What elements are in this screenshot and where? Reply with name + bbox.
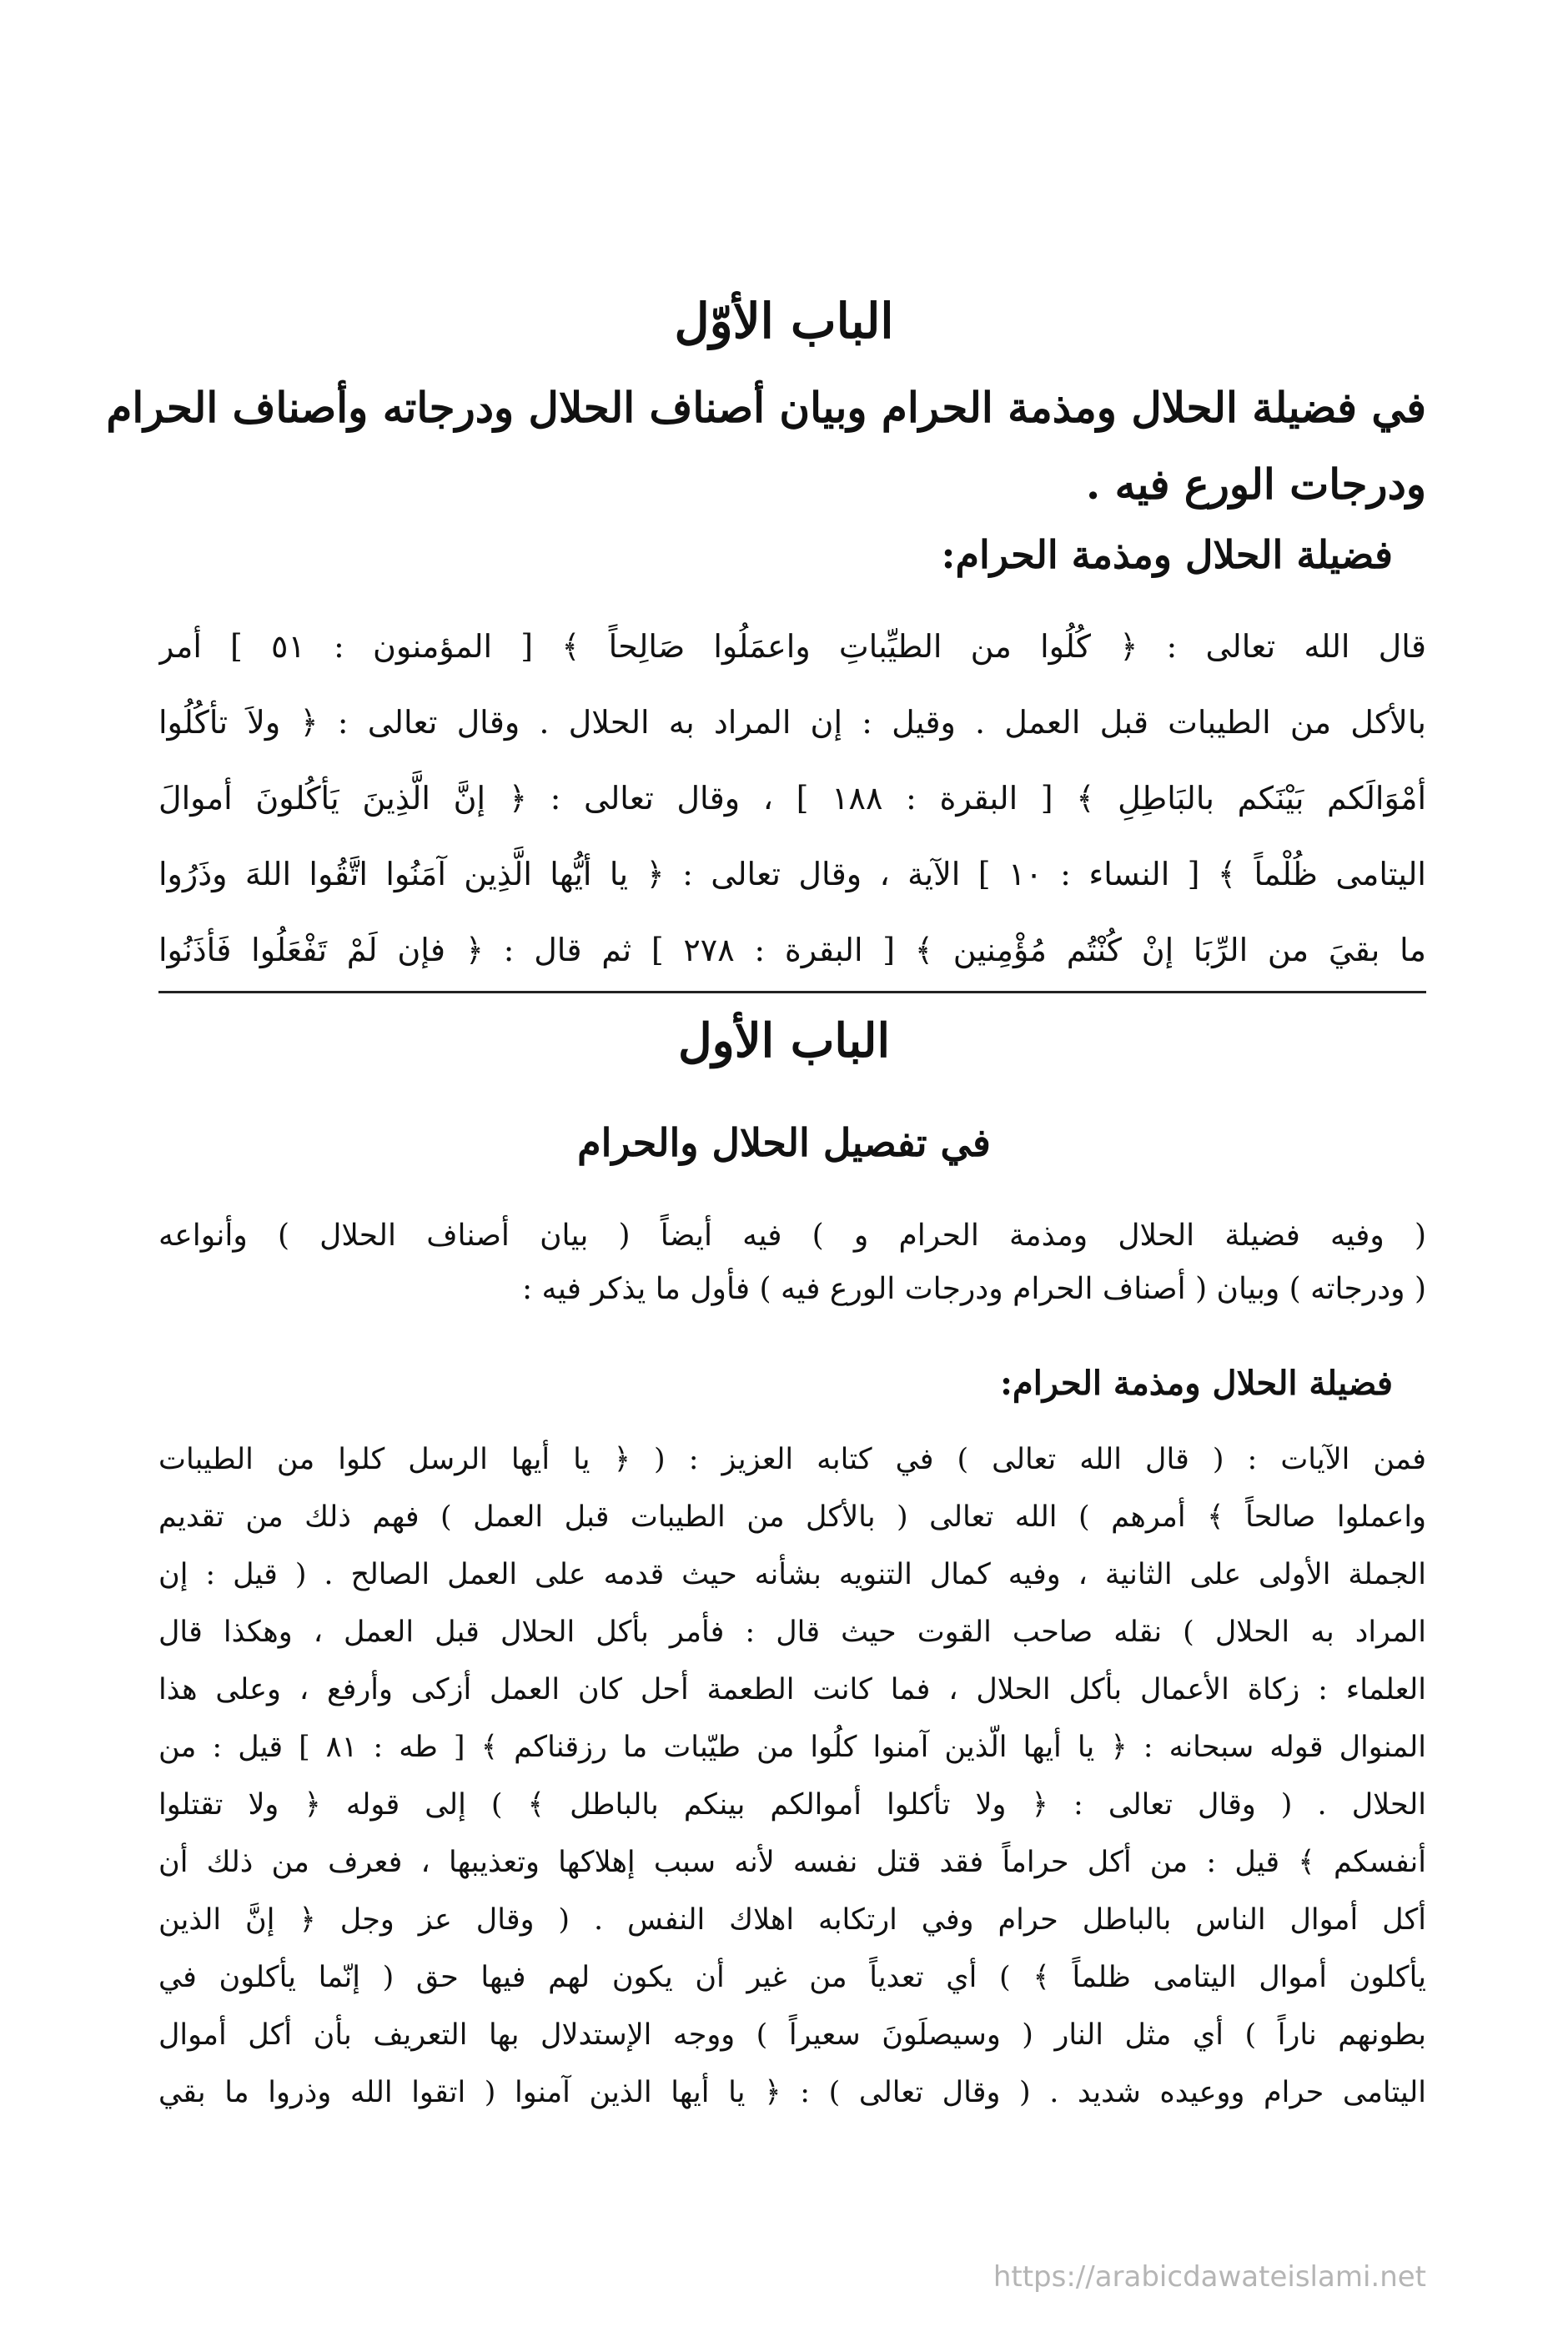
paragraph-line: أمْوَالَكم بَيْنَكم بالبَاطِلِ ﴾ [ البقرة : ١٨٨ ] ، وقال تعالى : ﴿ إنَّ الَّذِينَ يَأكُلونَ أموالَ — [158, 780, 1426, 817]
section-heading-upper: فضيلة الحلال ومذمة الحرام: — [941, 532, 1393, 577]
paragraph-line: واعملوا صالحاً ﴾ أمرهم ) الله تعالى ( بالأكل من الطيبات قبل العمل ) فهم ذلك من تقديم — [158, 1500, 1426, 1534]
chapter-title-upper: الباب الأوّل — [674, 293, 894, 349]
paragraph-line: اليتامى حرام ووعيده شديد . ( وقال تعالى ) : ﴿ يا أيها الذين آمنوا ( اتقوا الله وذروا ما بقي — [158, 2076, 1426, 2109]
intro-line: ( ودرجاته ) وبيان ( أصناف الحرام ودرجات الورع فيه ) فأول ما يذكر فيه : — [521, 1272, 1426, 1306]
paragraph-line: أنفسكم ﴾ قيل : من أكل حراماً فقد قتل نفسه لأنه سبب إهلاكها وتعذيبها ، فعرف من ذلك أن — [158, 1846, 1426, 1879]
chapter-subtitle-upper — [106, 369, 1426, 523]
paragraph-line: بالأكل من الطيبات قبل العمل . وقيل : إن المراد به الحلال . وقال تعالى : ﴿ ولاَ تأكُلُوا — [158, 704, 1426, 741]
paragraph-line: قال الله تعالى : ﴿ كُلُوا من الطيِّباتِ واعمَلُوا صَالِحاً ﴾ [ المؤمنون : ٥١ ] أمر — [158, 628, 1426, 665]
paragraph-line: يأكلون أموال اليتامى ظلماً ﴾ ) أي تعدياً من غير أن يكون لهم فيها حق ( إنّما يأكلون في — [158, 1961, 1426, 1994]
watermark-url: https://arabicdawateislami.net — [993, 2260, 1426, 2294]
paragraph-line: العلماء : زكاة الأعمال بأكل الحلال ، فما كانت الطعمة أحل كان العمل أزكى وأرفع ، وعلى هذا — [158, 1673, 1426, 1706]
paragraph-line: بطونهم ناراً ) أي مثل النار ( وسيصلَونَ سعيراً ) ووجه الإستدلال بها التعريف بأن أكل أموال — [158, 2018, 1426, 2052]
paragraph-line: ما بقيَ من الرِّبَا إنْ كُنْتُم مُؤْمِنين ﴾ [ البقرة : ٢٧٨ ] ثم قال : ﴿ فإن لَمْ تَفْعَلُوا فَأذَنُوا — [158, 932, 1426, 968]
section-heading-lower: فضيلة الحلال ومذمة الحرام: — [1000, 1364, 1393, 1403]
intro-line: ( وفيه فضيلة الحلال ومذمة الحرام و ) فيه أيضاً ( بيان أصناف الحلال ) وأنواعه — [158, 1219, 1426, 1253]
paragraph-line: فمن الآيات : ( قال الله تعالى ) في كتابه العزيز : ( ﴿ يا أيها الرسل كلوا من الطيبات — [158, 1443, 1426, 1476]
paragraph-line: المراد به الحلال ) نقله صاحب القوت حيث قال : فأمر بأكل الحلال قبل العمل ، وهكذا قال — [158, 1616, 1426, 1649]
subtitle-line: في فضيلة الحلال ومذمة الحرام وبيان أصناف الحلال ودرجاته وأصناف الحرام — [106, 383, 1426, 432]
section-divider — [158, 991, 1426, 993]
paragraph-lower — [158, 1431, 1426, 2122]
chapter-subtitle-lower: في تفصيل الحلال والحرام — [577, 1120, 991, 1165]
paragraph-line: أكل أموال الناس بالباطل حرام وفي ارتكابه اهلاك النفس . ( وقال عز وجل ﴿ إنَّ الذين — [158, 1903, 1426, 1937]
paragraph-line: الحلال . ( وقال تعالى : ﴿ ولا تأكلوا أموالكم بينكم بالباطل ﴾ ) إلى قوله ﴿ ولا تقتلوا — [158, 1788, 1426, 1822]
chapter-title-lower: الباب الأول — [677, 1013, 891, 1068]
paragraph-line: المنوال قوله سبحانه : ﴿ يا أيها الّذين آمنوا كلُوا من طيّبات ما رزقناكم ﴾ [ طه : ٨١ ] قيل : من — [158, 1731, 1426, 1764]
paragraph-line: اليتامى ظُلْماً ﴾ [ النساء : ١٠ ] الآية ، وقال تعالى : ﴿ يا أيُّها الَّذِين آمَنُوا اتَّقُوا اللهَ وذَرُوا — [158, 856, 1426, 892]
paragraph-line: الجملة الأولى على الثانية ، وفيه كمال التنويه بشأنه حيث قدمه على العمل الصالح . ( قيل : إن — [158, 1558, 1426, 1591]
intro-paragraph — [158, 1209, 1426, 1316]
subtitle-line: ودرجات الورع فيه . — [1085, 460, 1426, 509]
paragraph-upper — [158, 609, 1426, 988]
